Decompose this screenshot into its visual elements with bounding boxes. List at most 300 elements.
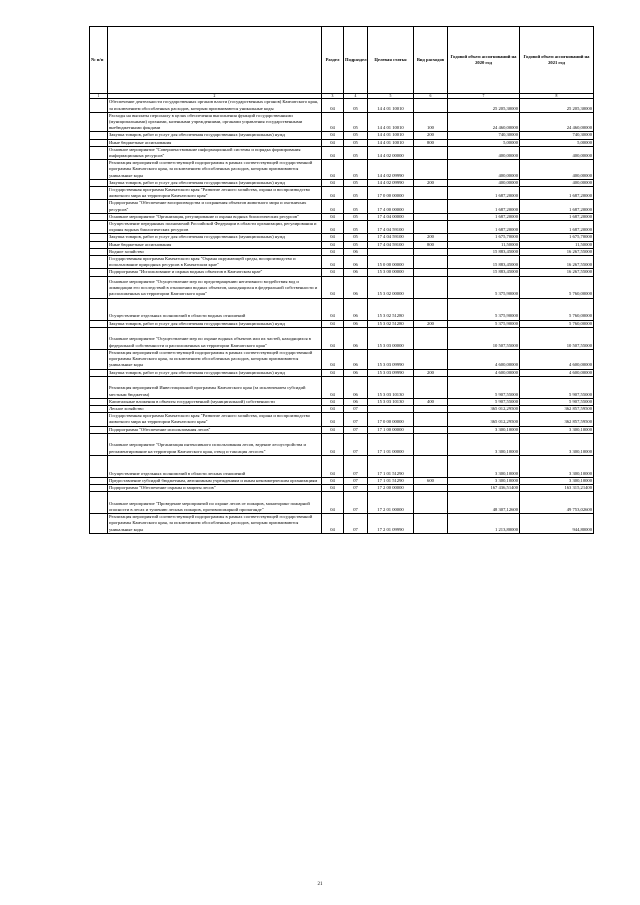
row-expense-type — [414, 160, 448, 180]
header-number: № п/п — [90, 27, 108, 94]
row-target-article: 15 3 03 10130 — [368, 398, 414, 405]
row-section: 04 — [322, 514, 344, 534]
row-expense-type — [414, 187, 448, 200]
row-target-article: 17 1 01 00000 — [368, 433, 414, 455]
column-index: 3 — [322, 94, 344, 99]
row-amount-2021: 5 760,00000 — [520, 320, 594, 327]
row-target-article: 14 4 02 00000 — [368, 146, 414, 159]
row-section: 04 — [322, 492, 344, 514]
row-expense-type — [414, 433, 448, 455]
row-amount-2021: 5 907,55000 — [520, 376, 594, 398]
table-row — [90, 146, 594, 159]
row-target-article: 17 1 01 51290 — [368, 455, 414, 477]
row-expense-type: 600 — [414, 477, 448, 484]
row-subsection: 06 — [344, 276, 368, 298]
table-row — [90, 187, 594, 200]
row-amount-2021: 1 687,20000 — [520, 200, 594, 213]
row-target-article: 14 4 01 10010 — [368, 139, 414, 146]
row-subsection: 05 — [344, 139, 368, 146]
row-subsection: 06 — [344, 298, 368, 320]
row-amount-2021: 362 857,59500 — [520, 413, 594, 426]
row-amount-2020: 5 907,55000 — [448, 376, 520, 398]
row-number — [90, 213, 108, 220]
row-name: Осуществление отдельных полномочий в области лесных отношений — [108, 455, 322, 477]
row-section: 04 — [322, 477, 344, 484]
row-name: Иные бюджетные ассигнования — [108, 241, 322, 248]
table-row — [90, 200, 594, 213]
column-index: 7 — [448, 94, 520, 99]
row-amount-2021: 400,00000 — [520, 160, 594, 180]
row-amount-2020: 25 205,30000 — [448, 99, 520, 112]
row-amount-2021: 163 315,21400 — [520, 484, 594, 491]
row-number — [90, 269, 108, 276]
table-row — [90, 248, 594, 255]
table-row — [90, 327, 594, 349]
row-expense-type — [414, 405, 448, 412]
row-target-article: 15 3 02 00000 — [368, 276, 414, 298]
table-row — [90, 179, 594, 186]
row-subsection: 07 — [344, 455, 368, 477]
row-name: Закупка товаров, работ и услуг для обеспечения государственных (муниципальных) нужд — [108, 320, 322, 327]
row-section: 04 — [322, 298, 344, 320]
row-subsection: 05 — [344, 221, 368, 234]
row-amount-2020: 740,30000 — [448, 132, 520, 139]
row-amount-2021: 25 205,30000 — [520, 99, 594, 112]
row-amount-2021: 3 300,10000 — [520, 426, 594, 433]
row-expense-type: 200 — [414, 132, 448, 139]
row-target-article: 15 3 03 09990 — [368, 349, 414, 369]
row-name: Реализация мероприятий соответствующей подпрограммы в рамках соответствующей государственной программы Камчатского края, за исключением обособленных расходов, которым присваиваются уникальные коды — [108, 349, 322, 369]
row-target-article: 15 3 03 00000 — [368, 327, 414, 349]
header-name — [108, 27, 322, 94]
row-amount-2020: 48 307,12600 — [448, 492, 520, 514]
table-row — [90, 398, 594, 405]
row-name: Государственная программа Камчатского края "Развитие лесного хозяйства, охрана и воспроизводство животного мира на территории Камчатского края" — [108, 187, 322, 200]
row-number — [90, 234, 108, 241]
page-number: 21 — [317, 882, 323, 887]
row-number — [90, 187, 108, 200]
row-amount-2020: 15 883,45000 — [448, 256, 520, 269]
row-section: 04 — [322, 398, 344, 405]
table-row — [90, 256, 594, 269]
row-section: 04 — [322, 146, 344, 159]
row-amount-2020: 5 907,55000 — [448, 398, 520, 405]
row-name: Капитальные вложения в объекты государственной (муниципальной) собственности — [108, 398, 322, 405]
budget-table — [89, 26, 594, 534]
row-subsection: 05 — [344, 241, 368, 248]
row-section: 04 — [322, 179, 344, 186]
row-section: 04 — [322, 248, 344, 255]
row-name: Государственная программа Камчатского края "Охрана окружающей среды, воспроизводство и использование природных ресурсов в Камчатском крае" — [108, 256, 322, 269]
row-amount-2021: 400,00000 — [520, 146, 594, 159]
table-row — [90, 112, 594, 132]
row-section: 04 — [322, 327, 344, 349]
row-target-article: 17 4 04 59100 — [368, 234, 414, 241]
row-amount-2021: 1 687,20000 — [520, 213, 594, 220]
row-amount-2020: 10 507,55000 — [448, 327, 520, 349]
row-subsection: 07 — [344, 492, 368, 514]
table-row — [90, 455, 594, 477]
table-row — [90, 269, 594, 276]
row-subsection: 06 — [344, 398, 368, 405]
row-number — [90, 200, 108, 213]
row-subsection: 05 — [344, 112, 368, 132]
table-row — [90, 99, 594, 112]
row-name: Расходы на выплаты персоналу в целях обеспечения выполнения функций государственными (муниципальными) органами, казенными учреждениями, органами управления государственными внебюджетными фондами — [108, 112, 322, 132]
row-number — [90, 112, 108, 132]
row-name: Подпрограмма "Использование и охрана водных объектов в Камчатском крае" — [108, 269, 322, 276]
row-amount-2020: 4 600,00000 — [448, 369, 520, 376]
row-subsection: 06 — [344, 320, 368, 327]
row-subsection: 07 — [344, 405, 368, 412]
row-section: 04 — [322, 276, 344, 298]
row-amount-2020: 365 012,29500 — [448, 413, 520, 426]
row-name: Осуществление переданных полномочий Российской Федерации в области организации, регулирования и охраны водных биологических ресурсов — [108, 221, 322, 234]
row-section: 04 — [322, 433, 344, 455]
row-expense-type — [414, 484, 448, 491]
table-row — [90, 160, 594, 180]
row-amount-2020: 1 213,80000 — [448, 514, 520, 534]
row-subsection: 07 — [344, 413, 368, 426]
row-amount-2020: 1 687,20000 — [448, 187, 520, 200]
row-target-article — [368, 248, 414, 255]
row-amount-2020: 1 687,20000 — [448, 221, 520, 234]
table-row — [90, 484, 594, 491]
row-section: 04 — [322, 112, 344, 132]
row-number — [90, 320, 108, 327]
row-amount-2021: 1 687,20000 — [520, 187, 594, 200]
row-number — [90, 132, 108, 139]
row-amount-2020: 400,00000 — [448, 146, 520, 159]
row-expense-type — [414, 514, 448, 534]
table-row — [90, 492, 594, 514]
row-section: 04 — [322, 200, 344, 213]
row-expense-type: 800 — [414, 241, 448, 248]
row-expense-type: 200 — [414, 320, 448, 327]
table-row — [90, 320, 594, 327]
table-row — [90, 426, 594, 433]
row-number — [90, 179, 108, 186]
table-row — [90, 213, 594, 220]
row-name: Иные бюджетные ассигнования — [108, 139, 322, 146]
row-amount-2020: 3 300,10000 — [448, 433, 520, 455]
row-subsection: 05 — [344, 146, 368, 159]
row-expense-type: 100 — [414, 112, 448, 132]
row-number — [90, 298, 108, 320]
row-number — [90, 256, 108, 269]
header-subsection: Подраздел — [344, 27, 368, 94]
row-amount-2021: 4 600,00000 — [520, 369, 594, 376]
row-number — [90, 492, 108, 514]
row-subsection: 07 — [344, 484, 368, 491]
row-amount-2021: 3 300,10000 — [520, 477, 594, 484]
row-section: 04 — [322, 405, 344, 412]
row-name: Подпрограмма "Обеспечение использования лесов" — [108, 426, 322, 433]
row-subsection: 05 — [344, 99, 368, 112]
row-amount-2020: 5,00000 — [448, 139, 520, 146]
row-amount-2021: 740,30000 — [520, 132, 594, 139]
row-subsection: 07 — [344, 477, 368, 484]
row-number — [90, 398, 108, 405]
row-target-article: 15 3 03 09990 — [368, 369, 414, 376]
row-expense-type — [414, 492, 448, 514]
row-subsection: 05 — [344, 132, 368, 139]
row-expense-type — [414, 221, 448, 234]
row-subsection: 05 — [344, 160, 368, 180]
row-target-article: 14 4 01 10010 — [368, 112, 414, 132]
row-target-article: 14 4 01 10010 — [368, 132, 414, 139]
row-amount-2020: 24 460,00000 — [448, 112, 520, 132]
row-target-article: 17 1 01 51290 — [368, 477, 414, 484]
table-row — [90, 413, 594, 426]
row-amount-2020: 5 375,90000 — [448, 320, 520, 327]
row-subsection: 07 — [344, 514, 368, 534]
row-amount-2021: 362 857,59500 — [520, 405, 594, 412]
row-target-article: 17 0 00 00000 — [368, 187, 414, 200]
row-section: 04 — [322, 234, 344, 241]
row-expense-type — [414, 256, 448, 269]
row-number — [90, 413, 108, 426]
row-target-article: 15 3 03 10130 — [368, 376, 414, 398]
row-section: 04 — [322, 369, 344, 376]
row-amount-2021: 1 675,70000 — [520, 234, 594, 241]
row-amount-2021: 5,00000 — [520, 139, 594, 146]
row-name: Закупка товаров, работ и услуг для обеспечения государственных (муниципальных) нужд — [108, 234, 322, 241]
row-name: Подпрограмма "Обеспечение воспроизводства и сохранения объектов животного мира и охотничьих ресурсов" — [108, 200, 322, 213]
row-expense-type — [414, 99, 448, 112]
row-subsection: 06 — [344, 269, 368, 276]
row-expense-type — [414, 455, 448, 477]
row-number — [90, 221, 108, 234]
row-target-article: 15 3 00 00000 — [368, 269, 414, 276]
row-amount-2021: 5 907,55000 — [520, 398, 594, 405]
row-amount-2020: 3 300,10000 — [448, 426, 520, 433]
table-row — [90, 369, 594, 376]
row-target-article: 17 2 01 00000 — [368, 492, 414, 514]
row-number — [90, 433, 108, 455]
row-amount-2020: 5 375,90000 — [448, 298, 520, 320]
table-row — [90, 241, 594, 248]
header-year-2020: Годовой объем ассигнований на 2020 год — [448, 27, 520, 94]
row-expense-type — [414, 248, 448, 255]
row-expense-type — [414, 376, 448, 398]
row-subsection: 05 — [344, 187, 368, 200]
row-amount-2021: 5 760,00000 — [520, 298, 594, 320]
row-subsection: 07 — [344, 433, 368, 455]
row-expense-type: 200 — [414, 179, 448, 186]
row-amount-2021: 4 600,00000 — [520, 349, 594, 369]
column-index: 4 — [344, 94, 368, 99]
row-target-article: 17 4 00 00000 — [368, 200, 414, 213]
row-subsection: 06 — [344, 327, 368, 349]
row-number — [90, 241, 108, 248]
row-expense-type — [414, 349, 448, 369]
row-name: Основное мероприятие "Проведение мероприятий по охране лесов от пожаров, мониторинг пожарной опасности в лесах и тушению лесных пожаров, противопожарной пропаганде" — [108, 492, 322, 514]
row-subsection: 05 — [344, 234, 368, 241]
row-amount-2021: 49 753,02600 — [520, 492, 594, 514]
header-expense-type: Вид расходов — [414, 27, 448, 94]
row-section: 04 — [322, 187, 344, 200]
row-name: Закупка товаров, работ и услуг для обеспечения государственных (муниципальных) нужд — [108, 179, 322, 186]
row-amount-2021: 16 267,55000 — [520, 269, 594, 276]
row-name: Реализация мероприятий Инвестиционной программы Камчатского края (за исключением субсидий местным бюджетам) — [108, 376, 322, 398]
row-amount-2021: 3 300,10000 — [520, 433, 594, 455]
row-number — [90, 139, 108, 146]
row-number — [90, 327, 108, 349]
row-amount-2020: 1 687,20000 — [448, 213, 520, 220]
row-expense-type — [414, 213, 448, 220]
table-row — [90, 298, 594, 320]
row-number — [90, 514, 108, 534]
row-target-article: 17 4 04 59100 — [368, 221, 414, 234]
header-section: Раздел — [322, 27, 344, 94]
row-subsection: 06 — [344, 376, 368, 398]
row-subsection: 06 — [344, 369, 368, 376]
row-subsection: 05 — [344, 200, 368, 213]
row-target-article: 14 4 02 09990 — [368, 160, 414, 180]
row-number — [90, 426, 108, 433]
row-subsection: 07 — [344, 426, 368, 433]
row-section: 04 — [322, 484, 344, 491]
row-amount-2021: 16 267,55000 — [520, 248, 594, 255]
row-expense-type — [414, 327, 448, 349]
column-index: 6 — [414, 94, 448, 99]
row-amount-2020: 400,00000 — [448, 179, 520, 186]
row-subsection: 06 — [344, 349, 368, 369]
row-subsection: 06 — [344, 256, 368, 269]
row-amount-2021: 1 687,20000 — [520, 221, 594, 234]
row-number — [90, 160, 108, 180]
row-number — [90, 276, 108, 298]
column-index: 1 — [90, 94, 108, 99]
row-amount-2021: 16 267,55000 — [520, 256, 594, 269]
row-expense-type — [414, 146, 448, 159]
row-amount-2020: 3 300,10000 — [448, 455, 520, 477]
row-section: 04 — [322, 269, 344, 276]
table-row — [90, 221, 594, 234]
row-section: 04 — [322, 426, 344, 433]
row-amount-2020: 167 436,51400 — [448, 484, 520, 491]
row-expense-type — [414, 276, 448, 298]
row-section: 04 — [322, 320, 344, 327]
row-target-article — [368, 405, 414, 412]
row-expense-type: 800 — [414, 139, 448, 146]
row-section: 04 — [322, 132, 344, 139]
row-amount-2020: 1 675,70000 — [448, 234, 520, 241]
row-expense-type — [414, 413, 448, 426]
budget-document — [89, 26, 593, 534]
row-target-article: 15 3 02 51280 — [368, 320, 414, 327]
row-number — [90, 477, 108, 484]
row-section: 04 — [322, 213, 344, 220]
row-name: Основное мероприятие "Организация интенсивного использования лесов, ведение лесоустройства и регламентирование на территории Камчатского края, отвод и таксация лесосек" — [108, 433, 322, 455]
header-row — [90, 27, 594, 94]
row-target-article: 14 4 01 10010 — [368, 99, 414, 112]
table-row — [90, 276, 594, 298]
row-name: Осуществление отдельных полномочий в области водных отношений — [108, 298, 322, 320]
row-number — [90, 349, 108, 369]
row-amount-2020: 3 300,10000 — [448, 477, 520, 484]
row-number — [90, 405, 108, 412]
table-body — [90, 99, 594, 533]
row-amount-2021: 10 507,55000 — [520, 327, 594, 349]
row-expense-type — [414, 426, 448, 433]
row-name: Закупка товаров, работ и услуг для обеспечения государственных (муниципальных) нужд — [108, 132, 322, 139]
row-number — [90, 484, 108, 491]
row-subsection: 05 — [344, 179, 368, 186]
row-amount-2020: 1 687,20000 — [448, 200, 520, 213]
row-target-article: 17 2 00 00000 — [368, 484, 414, 491]
row-target-article: 17 2 01 09990 — [368, 514, 414, 534]
row-name: Обеспечение деятельности государственных органов власти (государственных органов) Камчатского края, за исключением обособленных расходов, которым присваиваются уникальные коды — [108, 99, 322, 112]
row-name: Лесное хозяйство — [108, 405, 322, 412]
table-row — [90, 477, 594, 484]
column-index: 5 — [368, 94, 414, 99]
row-section: 04 — [322, 221, 344, 234]
row-number — [90, 99, 108, 112]
row-target-article: 15 3 02 51280 — [368, 298, 414, 320]
row-section: 04 — [322, 256, 344, 269]
row-amount-2020: 15 883,45000 — [448, 248, 520, 255]
row-subsection: 06 — [344, 248, 368, 255]
table-row — [90, 234, 594, 241]
row-section: 04 — [322, 455, 344, 477]
row-name: Основное мероприятие "Совершенствование информационной системы и порядка формирования информационных ресурсов" — [108, 146, 322, 159]
row-number — [90, 146, 108, 159]
row-target-article: 17 0 00 00000 — [368, 413, 414, 426]
row-name: Основное мероприятие "Осуществление мер по предотвращению негативного воздействия вод и ликвидации его последствий в отношении водных объектов, находящихся в федеральной собственности и расположенных на территории Камчатского края" — [108, 276, 322, 298]
row-amount-2021: 24 460,00000 — [520, 112, 594, 132]
row-expense-type: 400 — [414, 398, 448, 405]
table-row — [90, 405, 594, 412]
row-expense-type: 200 — [414, 234, 448, 241]
row-name: Подпрограмма "Обеспечение охраны и защиты лесов" — [108, 484, 322, 491]
row-name: Водное хозяйство — [108, 248, 322, 255]
row-amount-2020: 400,00000 — [448, 160, 520, 180]
row-amount-2021: 944,80000 — [520, 514, 594, 534]
table-row — [90, 139, 594, 146]
row-subsection: 05 — [344, 213, 368, 220]
row-amount-2020: 5 375,90000 — [448, 276, 520, 298]
row-section: 04 — [322, 376, 344, 398]
row-amount-2021: 5 760,00000 — [520, 276, 594, 298]
row-amount-2021: 3 300,10000 — [520, 455, 594, 477]
row-name: Реализация мероприятий соответствующей подпрограммы в рамках соответствующей государственной программы Камчатского края, за исключением обособленных расходов, которым присваиваются уникальные коды — [108, 160, 322, 180]
row-name: Закупка товаров, работ и услуг для обеспечения государственных (муниципальных) нужд — [108, 369, 322, 376]
row-name: Государственная программа Камчатского края "Развитие лесного хозяйства, охрана и воспроизводство животного мира на территории Камчатского края" — [108, 413, 322, 426]
row-target-article: 17 4 04 00000 — [368, 213, 414, 220]
row-expense-type — [414, 200, 448, 213]
row-amount-2020: 365 012,29500 — [448, 405, 520, 412]
header-target-article: Целевая статья — [368, 27, 414, 94]
row-target-article: 14 4 02 09990 — [368, 179, 414, 186]
row-amount-2021: 11,50000 — [520, 241, 594, 248]
row-name: Реализация мероприятий соответствующей подпрограммы в рамках соответствующей государственной программы Камчатского края, за исключением обособленных расходов, которым присваиваются уникальные коды — [108, 514, 322, 534]
row-section: 04 — [322, 241, 344, 248]
row-amount-2020: 11,50000 — [448, 241, 520, 248]
row-section: 04 — [322, 413, 344, 426]
row-number — [90, 369, 108, 376]
row-name: Основное мероприятие "Организация, регулирование и охрана водных биологических ресурсов" — [108, 213, 322, 220]
row-target-article: 15 0 00 00000 — [368, 256, 414, 269]
row-expense-type — [414, 298, 448, 320]
table-row — [90, 433, 594, 455]
row-section: 04 — [322, 349, 344, 369]
row-name: Предоставление субсидий бюджетным, автономным учреждениям и иным некоммерческим организациям — [108, 477, 322, 484]
row-amount-2020: 4 600,00000 — [448, 349, 520, 369]
row-section: 04 — [322, 99, 344, 112]
table-row — [90, 376, 594, 398]
